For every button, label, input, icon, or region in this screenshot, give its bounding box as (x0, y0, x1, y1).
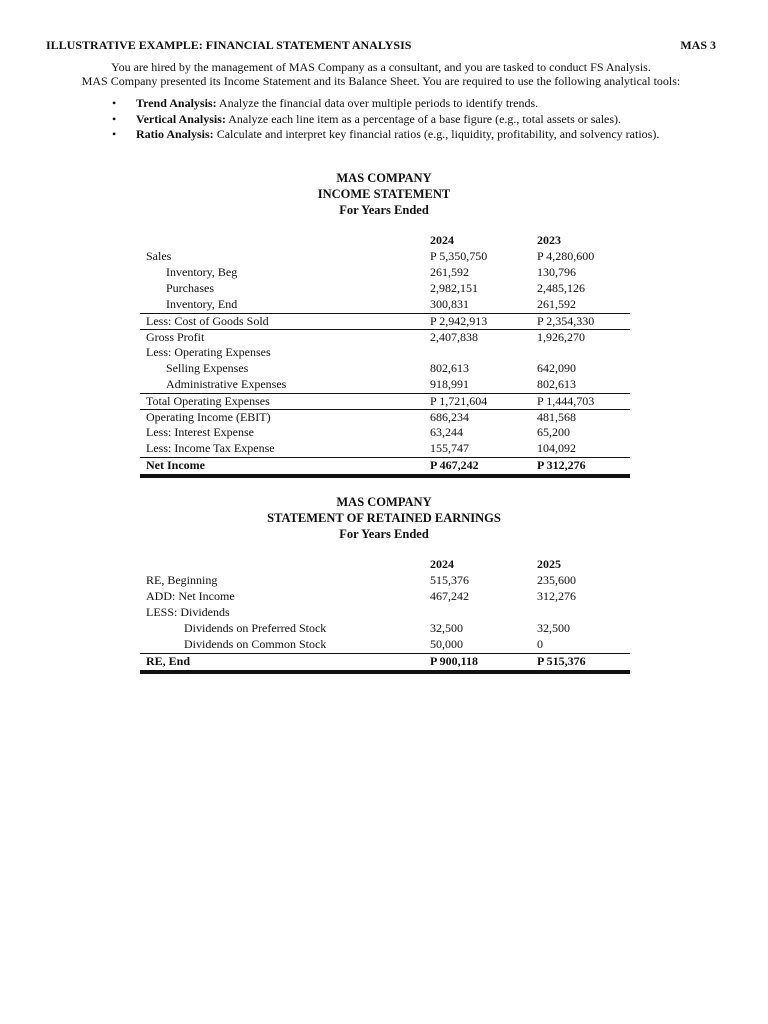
column-header-2024: 2024 (430, 557, 454, 571)
document-title: ILLUSTRATIVE EXAMPLE: FINANCIAL STATEMENT ANALYSIS (46, 38, 412, 52)
income-statement-table (140, 233, 630, 478)
retained-earnings-heading (0, 494, 768, 542)
row-value-2024: 32,500 (430, 621, 463, 635)
row-value-2025: P 515,376 (537, 654, 586, 668)
row-label: RE, End (146, 654, 191, 668)
row-value-2023: 130,796 (537, 265, 576, 279)
row-value-2023: 2,485,126 (537, 281, 585, 295)
double-underline (140, 474, 630, 478)
row-value-2023: 104,092 (537, 441, 576, 455)
table-row (140, 589, 630, 605)
row-label: Selling Expenses (166, 361, 249, 375)
list-item (112, 127, 732, 143)
company-name: MAS COMPANY (336, 171, 432, 185)
column-header-row (140, 557, 630, 573)
table-row (140, 329, 630, 345)
page-header (46, 38, 716, 54)
company-name: MAS COMPANY (336, 495, 432, 509)
row-value-2023: 1,926,270 (537, 330, 585, 344)
income-statement-heading (0, 170, 768, 218)
row-value-2024: 63,244 (430, 425, 463, 439)
bullet-icon: • (112, 111, 117, 126)
table-row (140, 393, 630, 409)
bullet-term: Trend Analysis: (136, 96, 217, 110)
intro-paragraph (46, 60, 716, 88)
table-row (140, 621, 630, 637)
row-value-2023: 642,090 (537, 361, 576, 375)
bullet-icon: • (112, 127, 117, 141)
column-header-row (140, 233, 630, 249)
table-row (140, 297, 630, 313)
row-label: Dividends on Common Stock (184, 637, 327, 651)
column-header-2025: 2025 (537, 557, 561, 571)
table-row (140, 573, 630, 589)
document-code: MAS 3 (680, 38, 716, 52)
table-row (140, 377, 630, 393)
row-label: Dividends on Preferred Stock (184, 621, 327, 635)
row-value-2023: 261,592 (537, 297, 576, 311)
row-label: Inventory, End (166, 297, 238, 311)
row-value-2023: P 312,276 (537, 458, 586, 472)
row-label: Operating Income (EBIT) (146, 410, 271, 424)
retained-earnings-table (140, 557, 630, 674)
table-row (140, 313, 630, 329)
row-label: Net Income (146, 458, 205, 472)
row-label: Total Operating Expenses (146, 394, 270, 408)
net-income-row (140, 457, 630, 473)
row-value-2024: 802,613 (430, 361, 469, 375)
row-label: Less: Operating Expenses (146, 345, 271, 359)
statement-period: For Years Ended (339, 527, 429, 541)
re-end-row (140, 653, 630, 669)
row-value-2024: 918,991 (430, 377, 469, 391)
row-label: ADD: Net Income (146, 589, 235, 603)
row-value-2023: 802,613 (537, 377, 576, 391)
statement-title: STATEMENT OF RETAINED EARNINGS (267, 511, 501, 525)
row-value-2024: P 1,721,604 (430, 394, 488, 408)
table-row (140, 425, 630, 441)
row-label: Purchases (166, 281, 214, 295)
list-item (112, 112, 732, 128)
row-label: Less: Interest Expense (146, 425, 254, 439)
table-row (140, 345, 630, 361)
intro-line-2: MAS Company presented its Income Statement and its Balance Sheet. You are required to use the following analytical tools: (81, 74, 681, 88)
row-value-2023: 481,568 (537, 410, 576, 424)
row-value-2025: 32,500 (537, 621, 570, 635)
row-label: LESS: Dividends (146, 605, 230, 619)
row-label: RE, Beginning (146, 573, 218, 587)
row-label: Inventory, Beg (166, 265, 238, 279)
bullet-text: Analyze the financial data over multiple periods to identify trends. (216, 96, 539, 110)
row-value-2024: 261,592 (430, 265, 469, 279)
row-value-2023: P 1,444,703 (537, 394, 595, 408)
table-row (140, 281, 630, 297)
table-row (140, 265, 630, 281)
row-value-2023: 65,200 (537, 425, 570, 439)
table-row (140, 409, 630, 425)
row-value-2023: P 2,354,330 (537, 314, 595, 328)
table-row (140, 441, 630, 457)
row-value-2024: 50,000 (430, 637, 463, 651)
row-value-2024: P 2,942,913 (430, 314, 488, 328)
column-header-2024: 2024 (430, 233, 454, 247)
bullet-text: Analyze each line item as a percentage of a base figure (e.g., total assets or sales). (225, 111, 622, 126)
table-row (140, 249, 630, 265)
statement-title: INCOME STATEMENT (317, 187, 451, 201)
table-row (140, 361, 630, 377)
row-value-2024: 2,407,838 (430, 330, 478, 344)
intro-line-1: You are hired by the management of MAS Company as a consultant, and you are tasked to conduct FS Analysis. (111, 60, 651, 74)
bullet-term: Vertical Analysis: (136, 111, 226, 126)
row-value-2024: 686,234 (430, 410, 469, 424)
row-value-2023: P 4,280,600 (537, 249, 595, 263)
list-item (112, 96, 732, 112)
bullet-text: Calculate and interpret key financial ratios (e.g., liquidity, profitability, and solvency ratios). (213, 127, 660, 141)
double-underline (140, 670, 630, 674)
row-label: Administrative Expenses (166, 377, 287, 391)
row-label: Less: Income Tax Expense (146, 441, 275, 455)
row-label: Gross Profit (146, 330, 205, 344)
row-value-2024: P 900,118 (430, 654, 479, 668)
row-label: Sales (146, 249, 172, 263)
row-value-2024: 155,747 (430, 441, 469, 455)
table-row (140, 605, 630, 621)
row-value-2024: 467,242 (430, 589, 469, 603)
row-label: Less: Cost of Goods Sold (146, 314, 269, 328)
row-value-2024: 300,831 (430, 297, 469, 311)
bullet-term: Ratio Analysis: (136, 127, 214, 141)
analysis-tools-list (112, 96, 732, 143)
row-value-2025: 312,276 (537, 589, 576, 603)
row-value-2025: 0 (537, 637, 543, 651)
statement-period: For Years Ended (339, 203, 429, 217)
bullet-icon: • (112, 96, 117, 110)
row-value-2024: P 5,350,750 (430, 249, 488, 263)
column-header-2023: 2023 (537, 233, 561, 247)
row-value-2024: P 467,242 (430, 458, 479, 472)
table-row (140, 637, 630, 653)
row-value-2025: 235,600 (537, 573, 576, 587)
row-value-2024: 515,376 (430, 573, 469, 587)
row-value-2024: 2,982,151 (430, 281, 478, 295)
